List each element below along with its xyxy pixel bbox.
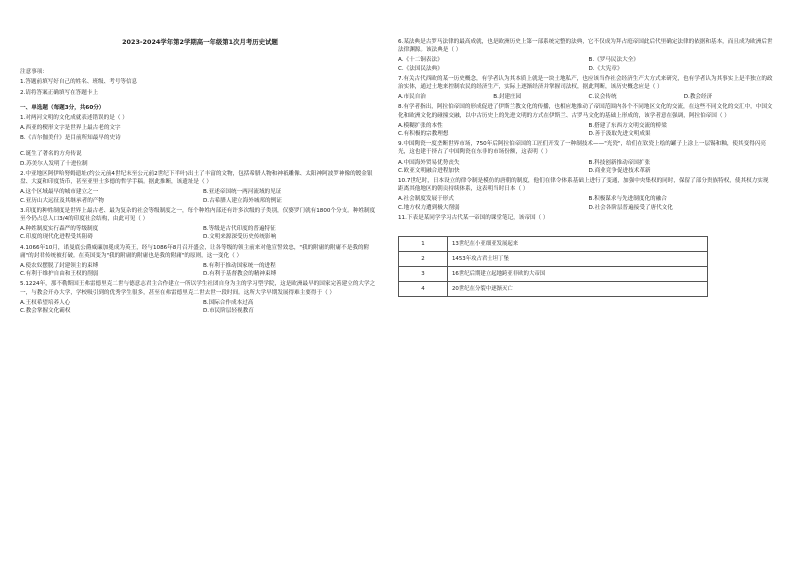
table-cell-text: 20世纪在分裂中逐渐灭亡: [448, 282, 708, 297]
option: B.国际合作成本过高: [203, 299, 254, 306]
option: C.有积极的宗教理想: [398, 131, 449, 138]
table-cell-text: 16世纪后期建立起地跨亚非欧的大帝国: [448, 267, 708, 282]
option: C.欧亚文明融合进程加快: [398, 167, 460, 174]
option: A.这个区域最早的城市建立之一: [20, 189, 99, 196]
option: D.善于汲取先进文明成果: [588, 131, 651, 138]
note-item: 2.请将答案正确填写在答题卡上: [20, 89, 99, 96]
option: B.积极谋求与先进制度化的融合: [588, 196, 667, 203]
question-stem: 5.1224年，那不勒斯国王弗雷德里克二世与德意志君主合作建立一所以学生社团自身为主的学习型学院，这是欧洲最早的国家完善建立的大学之一，与教会开办大学，学校吸引到的优秀学生很多，甚至在弗雷德里克二世去世一段时间。这所大学早期发展得难主要得于（ ）: [20, 281, 376, 296]
option: C.有利于维护自由和王权的削弱: [20, 271, 99, 278]
option: C.亚历山大远征及其继承者的产物: [20, 197, 104, 204]
option: A.中国海外贸易优势丧失: [398, 159, 460, 166]
option: B.搭建了东西方文明交流的桥梁: [588, 122, 667, 129]
option: B.《罗马民法大全》: [588, 57, 639, 64]
table-cell-index: 2: [399, 252, 448, 267]
table-cell-text: 1453年攻占君士坦丁堡: [448, 252, 708, 267]
option: B.科技创新推动帝国扩张: [588, 159, 651, 166]
question-stem: 7.有关古代西欧的某一历史概念，有学者认为其本质上就是一块土地私产，也应该当作社会经济生产大方式来研究，也有学者认为其事实上是半独立的政治实体，通过土地来控制农民的经济生产，实际上逐渐经济并掌握司法权，据此判断，该历史概念应是（ ）: [398, 75, 773, 91]
question-stem: 6.某法典是古罗马法律的最高成就，也是欧洲历史上第一部系统完整的法典，它不仅成为拜占庭帝国此后代里确定法律的依据和基本，而且成为欧洲后世法律渊源。该法典是（ ）: [398, 39, 773, 54]
option: A.王权希望培养人心: [20, 299, 71, 306]
option: B.《吉尔伽美什》是目前所知最早的史诗: [20, 135, 121, 142]
option: C.诞生了著名的方舟传说: [20, 150, 82, 157]
question-stem: 10.7世纪时，日本设立的律令制是模仿的唐朝的制度，他们在律令体系基础上进行了变通，加强中央集权的同时，保留了部分贵族特权，使其权力实现距离其他地区的朝贡持续体系，这表明当时日本（ ）: [398, 178, 769, 193]
table-cell-index: 1: [399, 237, 448, 252]
question-stem: 4.1066年10月，诺曼底公爵威廉加冕成为英王，经与1086年8月召开盛会，让各等级的领主前来对他宣誓效忠，"我的附庸的附庸不是我的附庸"的封君传统被打破。在英国变为"我的附庸的附庸也是我的附庸"的原则，这一变化（ ）: [20, 244, 370, 259]
table-cell-index: 3: [399, 267, 448, 282]
question-stem: 3.印度的种姓制度是世界上最古老、最为复杂的社会等级制度之一，每个种姓内部还有许多次级的子类别，仅婆罗门就有1800个分支。种姓制度至今仍占总人口3/4的印度社会结构，由此可见（ ）: [20, 207, 376, 223]
note-item: 1.答题前填写好自己的姓名、班级、考号等信息: [20, 79, 138, 86]
table-row: [399, 267, 708, 282]
right-column: [398, 38, 773, 297]
notes-heading: 注意事项：: [20, 69, 48, 76]
section-heading: 一、单选题（每题3分，共60分）: [20, 104, 105, 111]
option: C.《法国民法典》: [398, 65, 443, 72]
option: A.种姓制度实行森严的等级制度: [20, 226, 99, 233]
option: C.印度的现代化进程受其阻碍: [20, 234, 93, 241]
option: C.地方权力遭到极大削弱: [398, 204, 460, 211]
table-row: [399, 252, 708, 267]
option: D.苏美尔人发明了十进位制: [20, 160, 88, 167]
table-cell-index: 4: [399, 282, 448, 297]
option: A.社会制度发展于形式: [398, 196, 454, 203]
option: A.模糊扩张的本性: [398, 122, 443, 129]
option: A.使农奴摆脱了封建领主的束缚: [20, 263, 99, 270]
option: D.有利于基督教会的精神束缚: [203, 271, 277, 278]
option: D.古希腊人建立海外城邦的例证: [203, 197, 282, 204]
option: C.议会传统: [588, 94, 617, 101]
question-stem: 8.有学者指出，阿拉伯帝国的形成促进了伊斯兰教文化的传播，也相应地推动了帝国范围内各个不同地区文化的交流，在这些不同文化的交汇中，中国文化和欧洲文化的碰撞交融，以中古历史上的先进文明的方式在伊斯兰、古罗马文化的基础上形成的，该学者意在强调，阿拉伯帝国（ ）: [398, 104, 773, 119]
option: D.商业竞争促进技术革新: [588, 167, 651, 174]
option: D.文明来源深受历史传统影响: [203, 234, 277, 241]
question-stem: 1.对两河文明的文化成就表述错误的是（ ）: [20, 115, 128, 122]
option: B.亚述帝国统一两河流域的见证: [203, 189, 282, 196]
question-stem: 11.下表是某同学学习古代某一帝国的课堂笔记，该帝国（ ）: [398, 214, 549, 221]
option: C.教会掌握文化霸权: [20, 308, 71, 315]
left-column: [20, 34, 380, 317]
option: B.封建庄园: [493, 94, 522, 101]
table-row: [399, 282, 708, 297]
option: A.市民自治: [398, 94, 426, 101]
option: D.教会经济: [683, 94, 713, 101]
exam-title: 2023-2024学年第2学期高一年级第1次月考历史试题: [122, 38, 278, 46]
table-row: [399, 237, 708, 252]
option: A.《十二铜表法》: [398, 57, 443, 64]
empire-notes-table: [398, 236, 708, 297]
question-stem: 9.中国陶瓷一度垄断世界市场，750年后阿拉伯帝国的工匠们开发了一种制技术——"光瓷"，给们在钦瓷上绘的罐子上涂上一层锡和釉，使其变得闪亮光，这也建于挤占了中国陶瓷在东非的市场份额，这表明（ ）: [398, 141, 766, 156]
option: D.市民阶层轻视教育: [203, 308, 254, 315]
option: B.等级是古代印度的普遍特征: [203, 226, 276, 233]
option: B.有利于推动国家统一的进程: [203, 263, 276, 270]
option: D.社会各阶层普遍接受了唐代文化: [588, 204, 673, 211]
question-stem: 2.中亚地区阿伊哈努姆遗址(约公元前4世纪末至公元前2世纪下半叶)出土了丰富的文物，包括希腊人物和神祇雕像、太阳神阿波罗神像的镀金银盘、大夏和印度货币，甚至亚里士多德的哲学手稿。据此推断，该遗址是（ ）: [20, 171, 373, 186]
option: A.西亚的楔形文字是世界上最古老的文字: [20, 125, 121, 132]
option: D.《大宪章》: [588, 65, 623, 72]
table-cell-text: 13世纪在小亚细亚发展起来: [448, 237, 708, 252]
